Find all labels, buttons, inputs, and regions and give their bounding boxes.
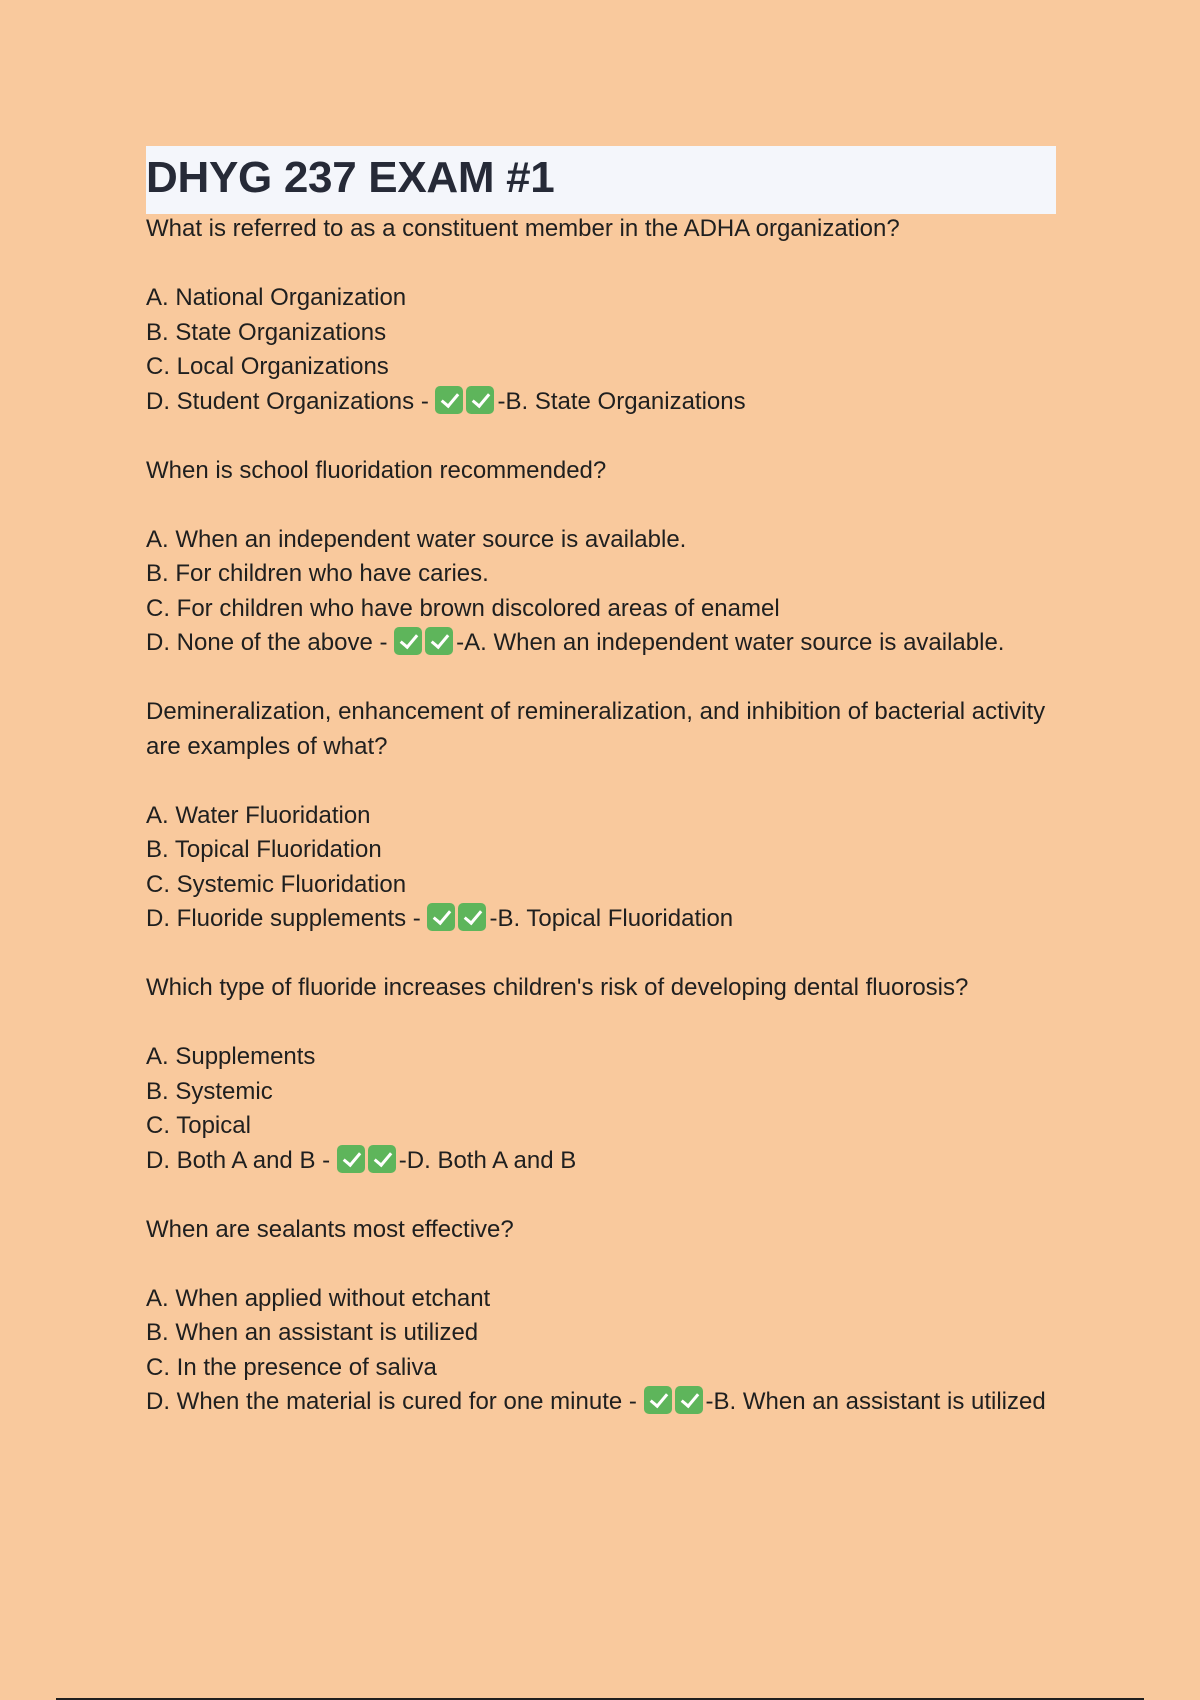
- options-list: [146, 523, 1056, 661]
- question-text: What is referred to as a constituent member in the ADHA organization?: [146, 215, 900, 242]
- question-text: Demineralization, enhancement of remineralization, and inhibition of bacterial activity are examples of what?: [146, 698, 1046, 760]
- answer-text: -B. Topical Fluoridation: [489, 905, 734, 932]
- option-item: A. Supplements: [146, 1043, 316, 1070]
- answer-checks: [394, 629, 456, 656]
- page-title: DHYG 237 EXAM #1: [146, 153, 555, 202]
- option-item: B. For children who have caries.: [146, 560, 489, 587]
- question-text: Which type of fluoride increases children's risk of developing dental fluorosis?: [146, 974, 969, 1001]
- option-item: B. Topical Fluoridation: [146, 836, 382, 863]
- options-list: [146, 1282, 1056, 1420]
- question-text: When is school fluoridation recommended?: [146, 456, 607, 484]
- option-item-with-answer: [146, 1144, 1056, 1179]
- question-block: [146, 454, 1056, 661]
- answer-text: -D. Both A and B: [398, 1146, 577, 1174]
- question-block: [146, 695, 1056, 937]
- answer-checks: [337, 1147, 399, 1174]
- check-mark-icon: [427, 903, 455, 931]
- answer-checks: [427, 905, 489, 932]
- option-item: C. For children who have brown discolored areas of enamel: [146, 594, 780, 622]
- option-item: C. In the presence of saliva: [146, 1353, 437, 1381]
- check-mark-icon: [425, 627, 453, 655]
- option-item: C. Local Organizations: [146, 353, 389, 380]
- option-item-with-answer: [146, 385, 1056, 420]
- check-mark-icon: [644, 1386, 672, 1414]
- options-list: [146, 799, 1056, 937]
- option-item: C. Systemic Fluoridation: [146, 870, 407, 898]
- option-item: A. National Organization: [146, 284, 407, 311]
- check-mark-icon: [435, 386, 463, 414]
- question-block: [146, 971, 1056, 1178]
- option-item: A. Water Fluoridation: [146, 801, 371, 829]
- option-item: A. When applied without etchant: [146, 1284, 491, 1312]
- questions-list: [146, 212, 1056, 1454]
- answer-text: -B. State Organizations: [497, 387, 746, 415]
- option-item-with-answer: [146, 1385, 1056, 1420]
- answer-text: -A. When an independent water source is available.: [456, 629, 1005, 656]
- check-mark-icon: [675, 1386, 703, 1414]
- title-banner: [146, 146, 1056, 214]
- options-list: [146, 1040, 1056, 1178]
- option-item-with-answer: [146, 626, 1056, 661]
- option-text: D. Student Organizations -: [146, 387, 436, 415]
- options-list: [146, 281, 1056, 419]
- check-mark-icon: [368, 1145, 396, 1173]
- answer-text: -B. When an assistant is utilized: [705, 1388, 1046, 1415]
- option-item-with-answer: [146, 902, 1056, 937]
- option-item: B. When an assistant is utilized: [146, 1319, 479, 1346]
- option-item: C. Topical: [146, 1112, 251, 1139]
- question-text: When are sealants most effective?: [146, 1215, 514, 1243]
- option-text: D. When the material is cured for one minute -: [146, 1388, 644, 1415]
- option-text: D. Both A and B -: [146, 1146, 337, 1174]
- question-block: [146, 212, 1056, 419]
- check-mark-icon: [337, 1145, 365, 1173]
- question-block: [146, 1213, 1056, 1420]
- answer-checks: [644, 1388, 706, 1415]
- option-item: A. When an independent water source is available.: [146, 525, 687, 553]
- check-mark-icon: [394, 627, 422, 655]
- option-text: D. None of the above -: [146, 629, 395, 656]
- answer-checks: [435, 388, 497, 415]
- check-mark-icon: [466, 386, 494, 414]
- option-item: B. State Organizations: [146, 318, 387, 346]
- check-mark-icon: [458, 903, 486, 931]
- option-item: B. Systemic: [146, 1077, 273, 1105]
- option-text: D. Fluoride supplements -: [146, 905, 428, 932]
